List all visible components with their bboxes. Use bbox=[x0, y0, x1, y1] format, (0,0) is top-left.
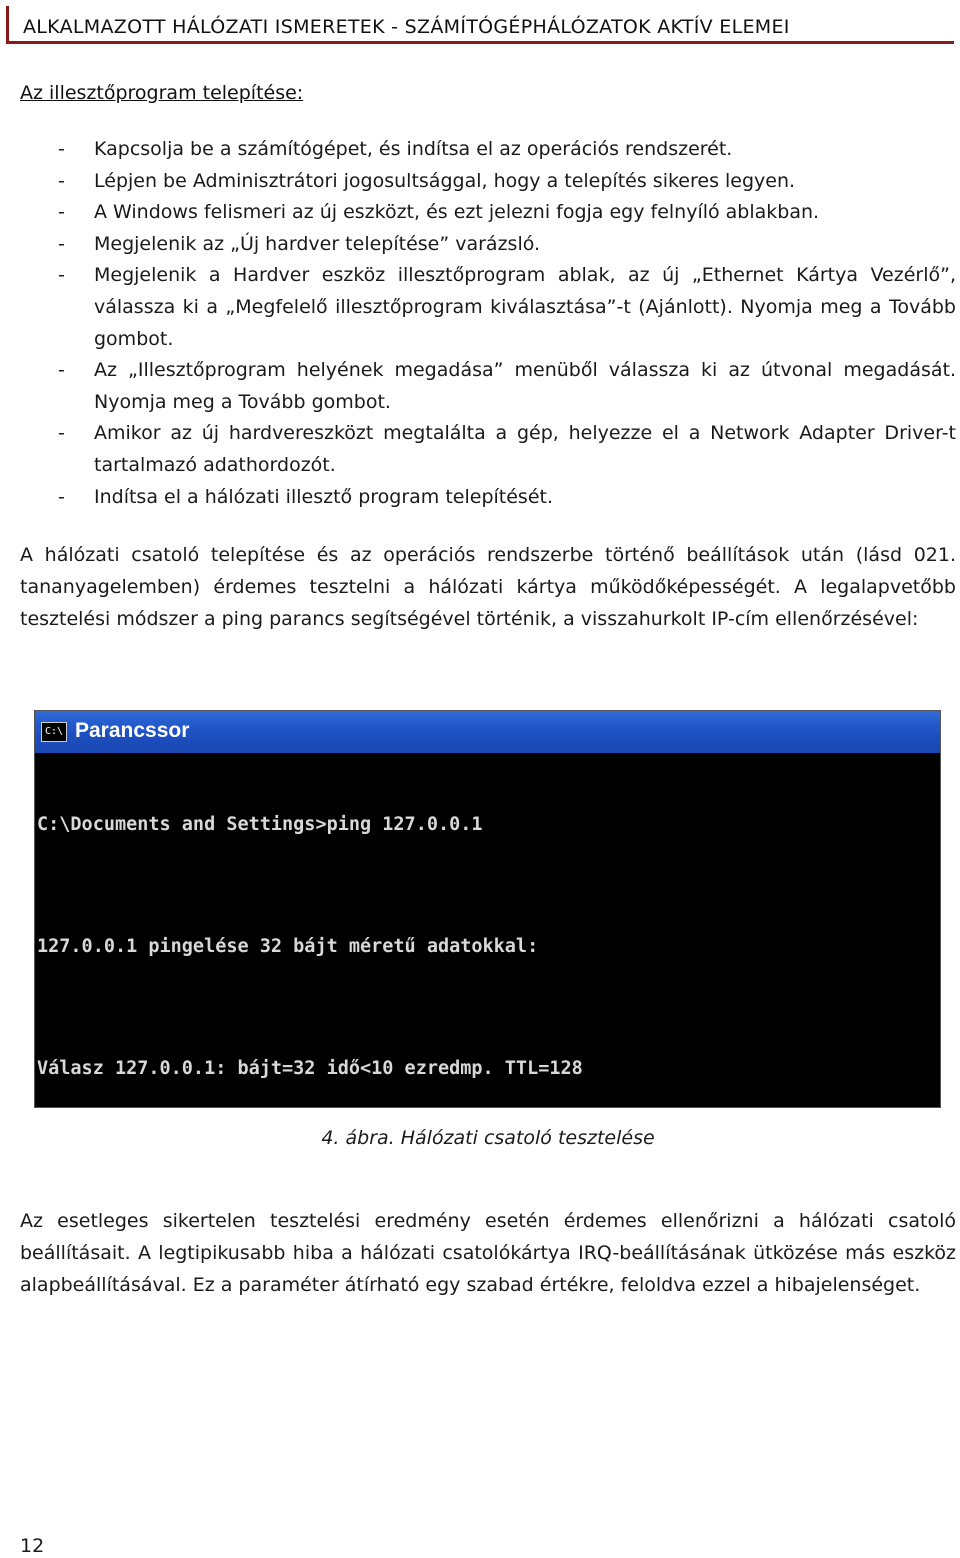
page-number: 12 bbox=[20, 1535, 45, 1557]
console-line bbox=[37, 998, 936, 1017]
console-line bbox=[37, 876, 936, 895]
list-dash: - bbox=[58, 201, 65, 224]
console-line: C:\Documents and Settings>ping 127.0.0.1 bbox=[37, 814, 483, 835]
list-item-text: Megjelenik az „Új hardver telepítése” varázsló. bbox=[94, 232, 541, 255]
list-item-text: Amikor az új hardvereszközt megtalálta a gép, helyezze el a Network Adapter Driver-t tartalmazó adathordozót. bbox=[94, 422, 956, 476]
list-item bbox=[20, 260, 956, 355]
list-dash: - bbox=[58, 264, 65, 287]
list-item bbox=[20, 197, 956, 229]
intro-paragraph: A hálózati csatoló telepítése és az operációs rendszerbe történő beállítások után (lásd 021. tananyagelemben) érdemes tesztelni a hálózati kártya működőképességét. A legalapvetőbb tesztelési módszer a ping parancs segítségével történik, a visszahurkolt IP-cím ellenőrzésével: bbox=[20, 544, 956, 630]
list-dash: - bbox=[58, 422, 65, 445]
list-item-text: Lépjen be Adminisztrátori jogosultsággal, hogy a telepítés sikeres legyen. bbox=[94, 169, 796, 192]
list-item-text: Kapcsolja be a számítógépet, és indítsa el az operációs rendszerét. bbox=[94, 138, 733, 160]
list-item-text: A Windows felismeri az új eszközt, és ezt jelezni fogja egy felnyíló ablakban. bbox=[94, 201, 820, 224]
list-item bbox=[20, 229, 956, 261]
console-line: 127.0.0.1 pingelése 32 bájt méretű adatokkal: bbox=[37, 936, 539, 957]
window-title: Parancssor bbox=[75, 719, 190, 742]
list-item bbox=[20, 134, 956, 166]
header-title: ALKALMAZOTT HÁLÓZATI ISMERETEK - SZÁMÍTÓGÉPHÁLÓZATOK AKTÍV ELEMEI bbox=[23, 16, 790, 38]
list-item-text: Az „Illesztőprogram helyének megadása” menüből válassza ki az útvonal megadását. Nyomja meg a Tovább gombot. bbox=[94, 359, 956, 413]
list-dash: - bbox=[58, 169, 65, 192]
list-item-text: Indítsa el a hálózati illesztő program telepítését. bbox=[94, 485, 553, 508]
list-item bbox=[20, 166, 956, 198]
installation-steps-list bbox=[20, 134, 956, 513]
list-item bbox=[20, 482, 956, 514]
troubleshooting-paragraph: Az esetleges sikertelen tesztelési eredmény esetén érdemes ellenőrizni a hálózati csatoló beállításait. A legtipikusabb hiba a hálózati csatolókártya IRQ-beállításának ütközése más eszköz alapbeállításával. Ez a paraméter átírható egy szabad értékre, feloldva ezzel a hibajelenséget. bbox=[20, 1210, 956, 1296]
list-dash: - bbox=[58, 232, 65, 255]
page-header bbox=[6, 6, 954, 44]
list-item bbox=[20, 355, 956, 418]
list-item-text: Megjelenik a Hardver eszköz illesztőprogram ablak, az új „Ethernet Kártya Vezérlő”, válassza ki a „Megfelelő illesztőprogram kiválasztása”-t (Ajánlott). Nyomja meg a Tovább gombot. bbox=[94, 264, 956, 350]
list-item bbox=[20, 418, 956, 481]
console-line: Válasz 127.0.0.1: bájt=32 idő<10 ezredmp. TTL=128 bbox=[37, 1058, 583, 1079]
figure-caption: 4. ábra. Hálózati csatoló tesztelése bbox=[321, 1127, 655, 1149]
list-dash: - bbox=[58, 359, 65, 382]
section-title: Az illesztőprogram telepítése: bbox=[20, 82, 304, 104]
window-titlebar bbox=[35, 711, 940, 753]
cmd-icon: C:\ bbox=[41, 722, 67, 742]
list-dash: - bbox=[58, 138, 65, 160]
list-dash: - bbox=[58, 485, 65, 508]
command-prompt-screenshot bbox=[34, 710, 941, 1108]
console-output bbox=[37, 773, 936, 1108]
